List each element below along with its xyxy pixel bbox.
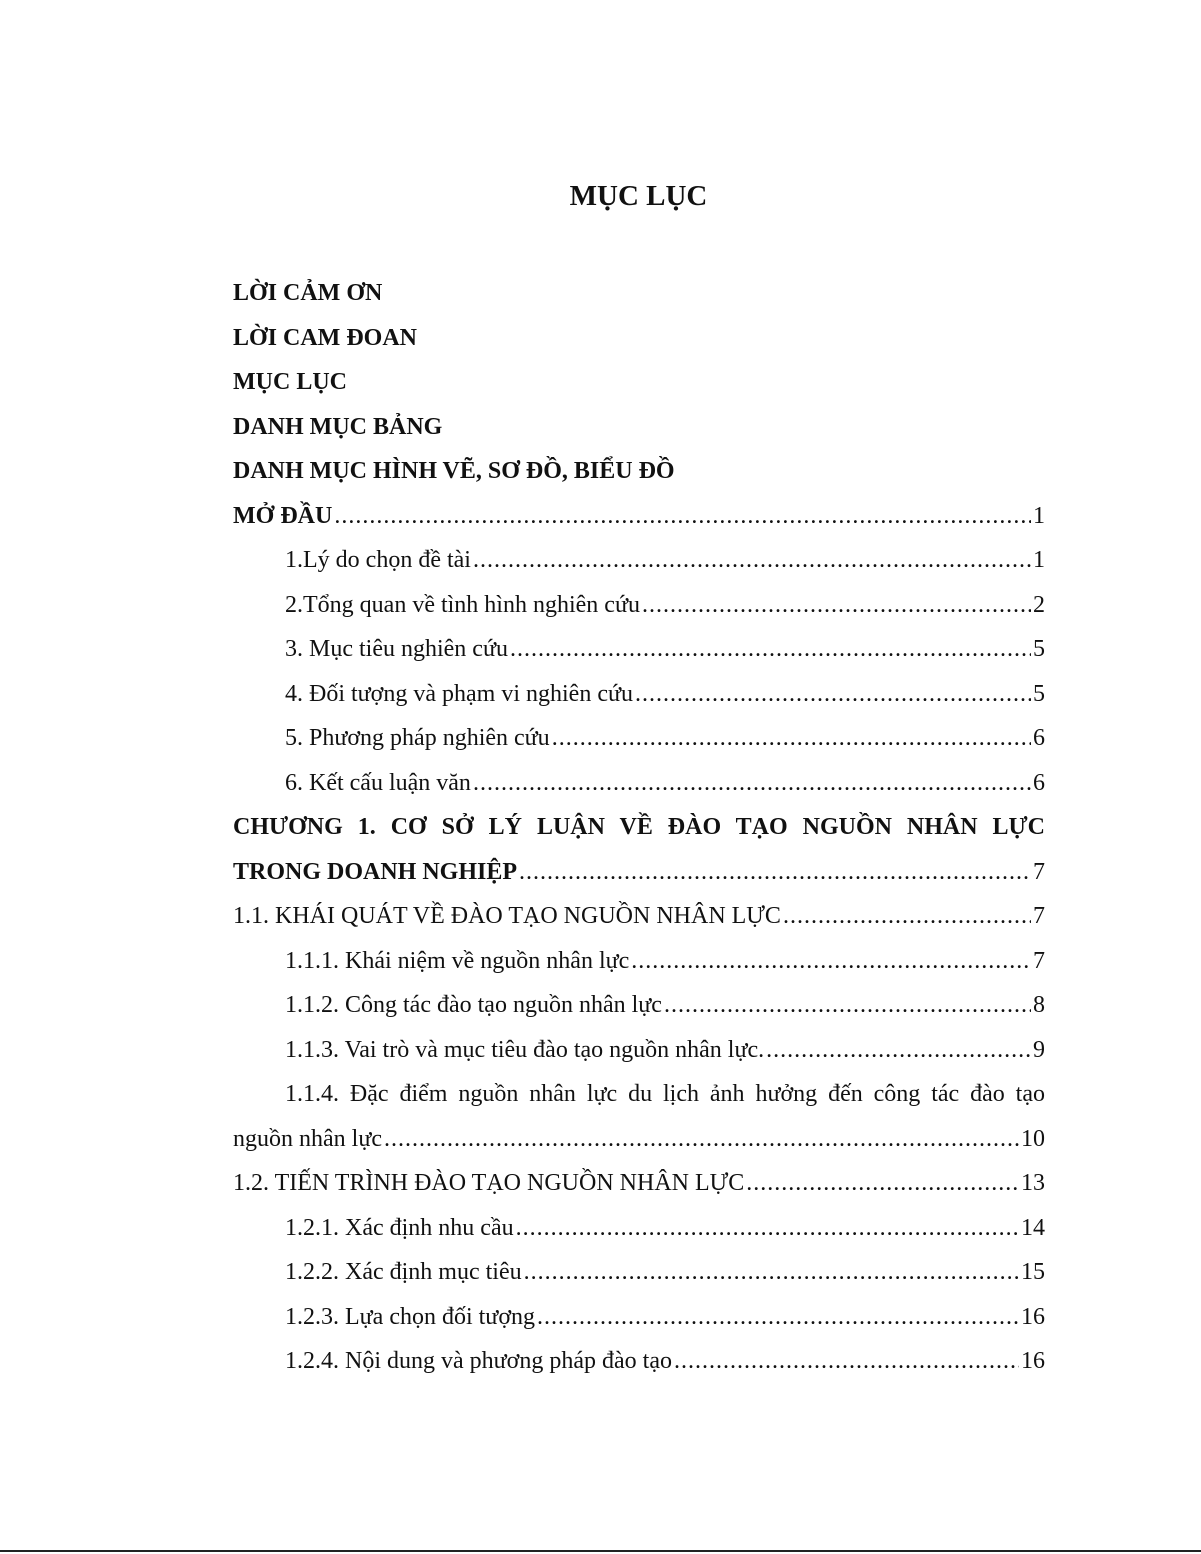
toc-entry-text: 1.2.1. Xác định nhu cầu [285,1214,514,1241]
toc-page-number: 16 [1021,1348,1045,1374]
toc-entry-text: 1.1.1. Khái niệm về nguồn nhân lực [285,947,630,974]
toc-entry [233,983,1045,1028]
toc-entry-text: 1.2.2. Xác định mục tiêu [285,1259,522,1285]
toc-entry-text: 1.1.2. Công tác đào tạo nguồn nhân lực [285,992,662,1018]
toc-entry-text: 4. Đối tượng và phạm vi nghiên cứu [285,680,633,707]
toc-entry [233,405,1045,450]
toc-page-number: 15 [1021,1259,1045,1285]
dot-leader [552,716,1031,761]
toc-page-number: 13 [1021,1170,1045,1196]
dot-leader [334,494,1031,539]
dot-leader [766,1028,1031,1073]
toc-entry-text: 6. Kết cấu luận văn [285,769,471,796]
page-bottom-edge [0,1550,1201,1552]
toc-page-number: 6 [1033,725,1045,751]
toc-entry-text: TRONG DOANH NGHIỆP [233,858,518,885]
dot-leader [631,939,1031,984]
toc-entry-text: 5. Phương pháp nghiên cứu [285,725,550,751]
toc-entry [233,939,1045,984]
toc-entry-text: MỞ ĐẦU [233,502,333,529]
toc-entry [233,1072,1045,1117]
page-title: MỤC LỤC [569,180,708,212]
toc-page-number: 7 [1033,858,1045,885]
toc-entry-text: 1.2.4. Nội dung và phương pháp đào tạo [285,1348,672,1374]
toc-page-number: 7 [1033,947,1045,974]
dot-leader [642,583,1031,628]
toc-entry [233,627,1045,672]
dot-leader [537,1295,1019,1340]
toc-entry [233,538,1045,583]
dot-leader [473,761,1031,806]
toc-entry-text: nguồn nhân lực [233,1125,382,1152]
dot-leader [519,850,1031,895]
toc-entry [233,316,1045,361]
toc-entry [233,894,1045,939]
toc-entry [233,1161,1045,1206]
dot-leader [473,538,1031,583]
toc-entry-text: LỜI CAM ĐOAN [233,324,417,351]
dot-leader [384,1117,1019,1162]
toc-entry [233,494,1045,539]
dot-leader [635,672,1031,717]
toc-page-number: 6 [1033,769,1045,796]
toc-entry [233,1117,1045,1162]
toc-entry-text: 1.1. KHÁI QUÁT VỀ ĐÀO TẠO NGUỒN NHÂN LỰC [233,903,781,929]
toc-page-number: 14 [1021,1214,1045,1241]
toc-entry-text: 3. Mục tiêu nghiên cứu [285,636,508,662]
toc-entry-text: 1.2.3. Lựa chọn đối tượng [285,1303,536,1330]
dot-leader [783,894,1031,939]
toc-page-number: 5 [1033,636,1045,662]
toc-entry [233,716,1045,761]
toc-entry-text: 1.1.3. Vai trò và mục tiêu đào tạo nguồn nhân lực. [285,1036,765,1063]
toc-entry [233,1206,1045,1251]
dot-leader [746,1161,1019,1206]
toc-page-number: 7 [1033,903,1045,929]
table-of-contents [233,271,1045,1384]
toc-entry [233,1295,1045,1340]
dot-leader [516,1206,1019,1251]
toc-entry [233,583,1045,628]
dot-leader [674,1339,1019,1384]
toc-entry-text: 1.2. TIẾN TRÌNH ĐÀO TẠO NGUỒN NHÂN LỰC [233,1170,745,1196]
dot-leader [510,627,1031,672]
dot-leader [524,1250,1019,1295]
toc-page-number: 2 [1033,591,1045,618]
toc-entry-text: 1.1.4. Đặc điểm nguồn nhân lực du lịch ảnh hưởng đến công tác đào tạo [285,1081,1045,1107]
toc-entry-text: 1.Lý do chọn đề tài [285,547,471,573]
toc-entry [233,449,1045,494]
toc-entry [233,805,1045,850]
toc-page-number: 5 [1033,680,1045,707]
toc-page-number: 10 [1021,1125,1045,1152]
toc-entry [233,850,1045,895]
toc-page-number: 8 [1033,992,1045,1018]
toc-entry-text: CHƯƠNG 1. CƠ SỞ LÝ LUẬN VỀ ĐÀO TẠO NGUỒN NHÂN LỰC [233,814,1045,840]
toc-entry [233,761,1045,806]
toc-entry [233,1028,1045,1073]
toc-entry [233,271,1045,316]
dot-leader [664,983,1031,1028]
toc-entry [233,672,1045,717]
toc-entry-text: DANH MỤC BẢNG [233,413,443,440]
toc-entry [233,360,1045,405]
toc-entry-text: 2.Tổng quan về tình hình nghiên cứu [285,591,640,618]
toc-entry [233,1250,1045,1295]
toc-page-number: 16 [1021,1303,1045,1330]
toc-entry-text: LỜI CẢM ƠN [233,280,383,306]
toc-page-number: 1 [1033,547,1045,573]
toc-page-number: 1 [1033,502,1045,529]
toc-entry [233,1339,1045,1384]
toc-entry-text: MỤC LỤC [233,369,347,395]
toc-entry-text: DANH MỤC HÌNH VẼ, SƠ ĐỒ, BIỂU ĐỒ [233,458,675,484]
toc-page-number: 9 [1033,1036,1045,1063]
